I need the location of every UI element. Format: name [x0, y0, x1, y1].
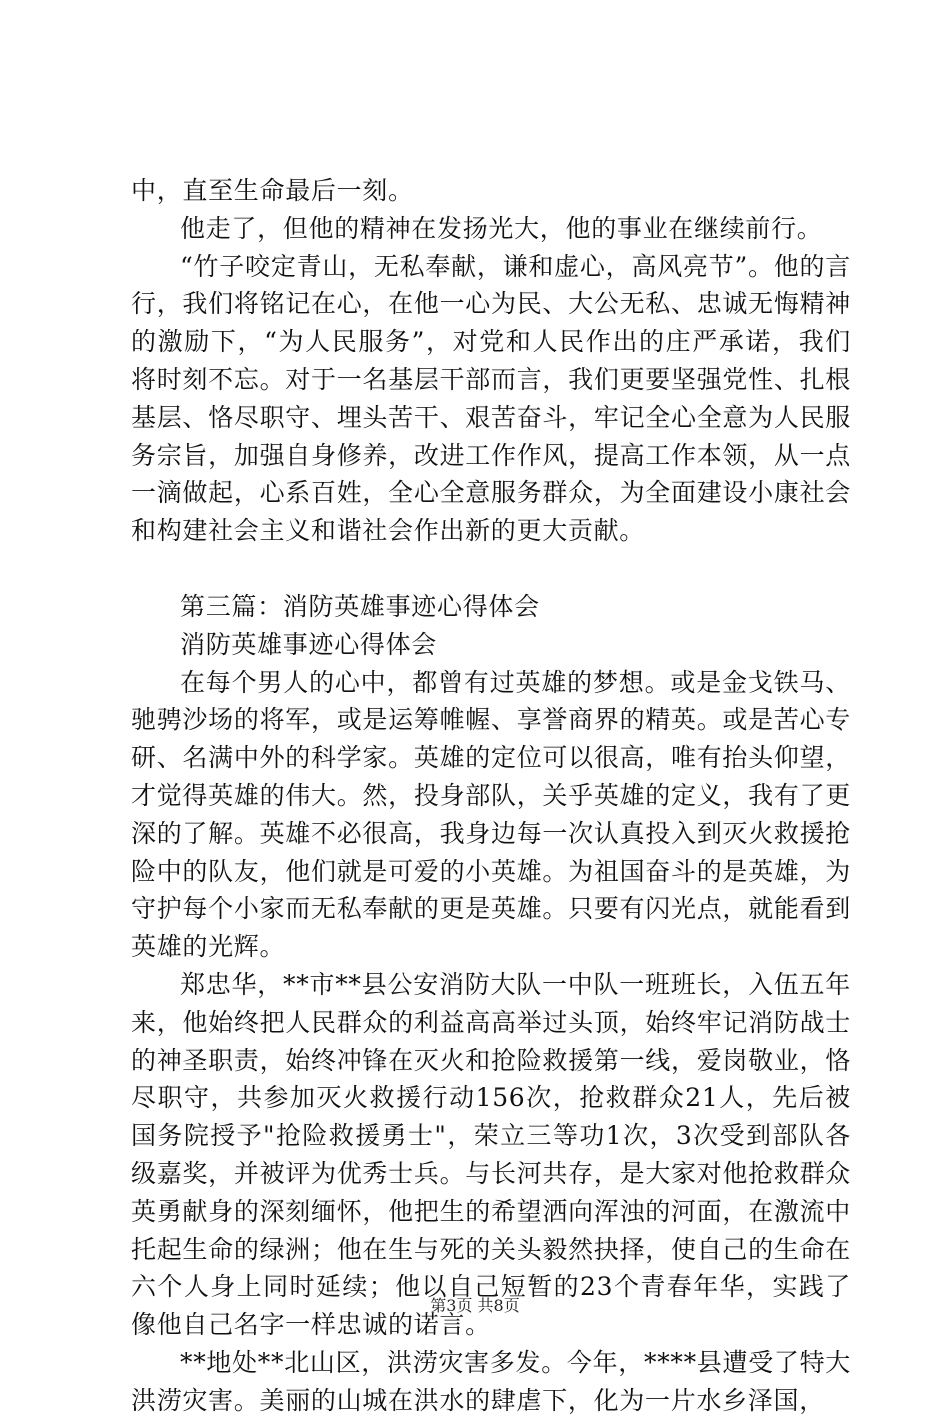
section-heading: 第三篇：消防英雄事迹心得体会: [180, 591, 540, 621]
section-gap: [131, 550, 851, 588]
paragraph: **地处**北山区，洪涝灾害多发。今年，****县遭受了特大洪涝灾害。美丽的山城在洪水的肆虐下，化为一片水乡泽国，: [131, 1347, 852, 1415]
article-title: 消防英雄事迹心得体会: [180, 629, 438, 659]
page-footer: 第3页 共8页: [430, 1296, 520, 1315]
paragraph: 在每个男人的心中，都曾有过英雄的梦想。或是金戈铁马、驰骋沙场的将军，或是运筹帷幄、享誉商界的精英。或是苦心专研、名满中外的科学家。英雄的定位可以很高，唯有抬头仰望，才觉得英雄的伟大。然，投身部队，关乎英雄的定义，我有了更深的了解。英雄不必很高，我身边每一次认真投入到灭火救援抢险中的队友，他们就是可爱的小英雄。为祖国奋斗的是英雄，为守护每个小家而无私奉献的更是英雄。只要有闪光点，就能看到英雄的光辉。: [131, 667, 851, 962]
paragraph: 郑忠华，**市**县公安消防大队一中队一班班长，入伍五年来，他始终把人民群众的利益高高举过头顶，始终牢记消防战士的神圣职责，始终冲锋在灭火和抢险救援第一线，爱岗敬业，恪尽职守，共参加灭火救援行动156次，抢救群众21人，先后被国务院授予"抢险救援勇士"，荣立三等功1次，3次受到部队各级嘉奖，并被评为优秀士兵。与长河共存，是大家对他抢救群众英勇献身的深刻缅怀，他把生的希望洒向浑浊的河面，在激流中托起生命的绿洲；他在生与死的关头毅然抉择，使自己的生命在六个人身上同时延续；他以自己短暂的23个青春年华，实践了像他自己名字一样忠诚的诺言。: [131, 969, 851, 1340]
paragraph: 他走了，但他的精神在发扬光大，他的事业在继续前行。: [180, 213, 823, 243]
document-body: [131, 172, 851, 1420]
paragraph-continuation: 中，直至生命最后一刻。: [131, 176, 414, 205]
paragraph: “竹子咬定青山，无私奉献，谦和虚心，高风亮节”。他的言行，我们将铭记在心，在他一心为民、大公无私、忠诚无悔精神的激励下，“为人民服务”，对党和人民作出的庄严承诺，我们将时刻不忘。对于一名基层干部而言，我们更要坚强党性、扎根基层、恪尽职守、埋头苦干、艰苦奋斗，牢记全心全意为人民服务宗旨，加强自身修养，改进工作作风，提高工作本领，从一点一滴做起，心系百姓，全心全意服务群众，为全面建设小康社会和构建社会主义和谐社会作出新的更大贡献。: [131, 251, 851, 546]
